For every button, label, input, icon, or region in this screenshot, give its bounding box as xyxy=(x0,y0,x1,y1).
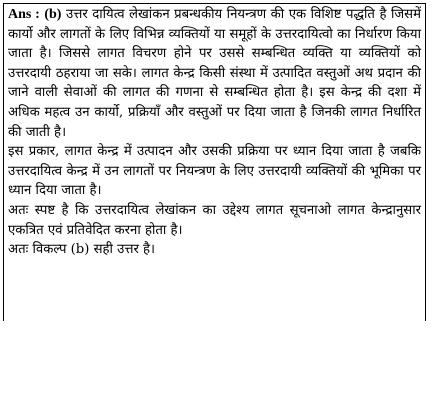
answer-paragraph-1 xyxy=(8,5,421,142)
answer-paragraph-3: अतः स्पष्ट है कि उत्तरदायित्व लेखांकन का उद्देश्य लागत सूचनाओ लागत केन्द्रानुसार एकत्रित एवं प्रतिवेदित करना होता है। xyxy=(8,202,421,238)
answer-label: Ans : xyxy=(8,7,40,22)
answer-paragraph-2: इस प्रकार, लागत केन्द्र में उत्पादन और उसकी प्रक्रिया पर ध्यान दिया जाता है जबकि उत्तरदायित्व केन्द्र में उन लागतों पर नियन्त्रण के लिए उत्तरदायी व्यक्तियों की भूमिका पर ध्यान दिया जाता है। xyxy=(8,144,421,199)
answer-paragraph-1-text: उत्तर दायित्व लेखांकन प्रबन्धकीय नियन्त्रण की एक विशिष्ट पद्धति है जिसमें कार्यो और लागतों के लिए विभिन्न व्यक्तियों या समूहों के उत्तरदायित्वो का निर्धारण किया जाता है। जिससे लागत विचरण होने पर उससे सम्बन्धित व्यक्ति या व्यक्तियों को उत्तरदायी ठहराया जा सके। लागत केन्द्र किसी संस्था में उत्पादित वस्तुओं अथ प्रदान की जाने वाली सेवाओं की लागत की गणना से सम्बन्धित होता है। इस केन्द्र की दशा में अधिक महत्व उन कार्यो, प्रक्रियाँ और वस्तुओं पर दिया जाता है जिनकी लागत निर्धारित की जाती है। xyxy=(8,7,421,140)
answer-option: (b) xyxy=(44,7,62,22)
answer-box xyxy=(3,3,426,321)
answer-conclusion: अतः विकल्प (b) सही उत्तर है। xyxy=(8,242,156,258)
